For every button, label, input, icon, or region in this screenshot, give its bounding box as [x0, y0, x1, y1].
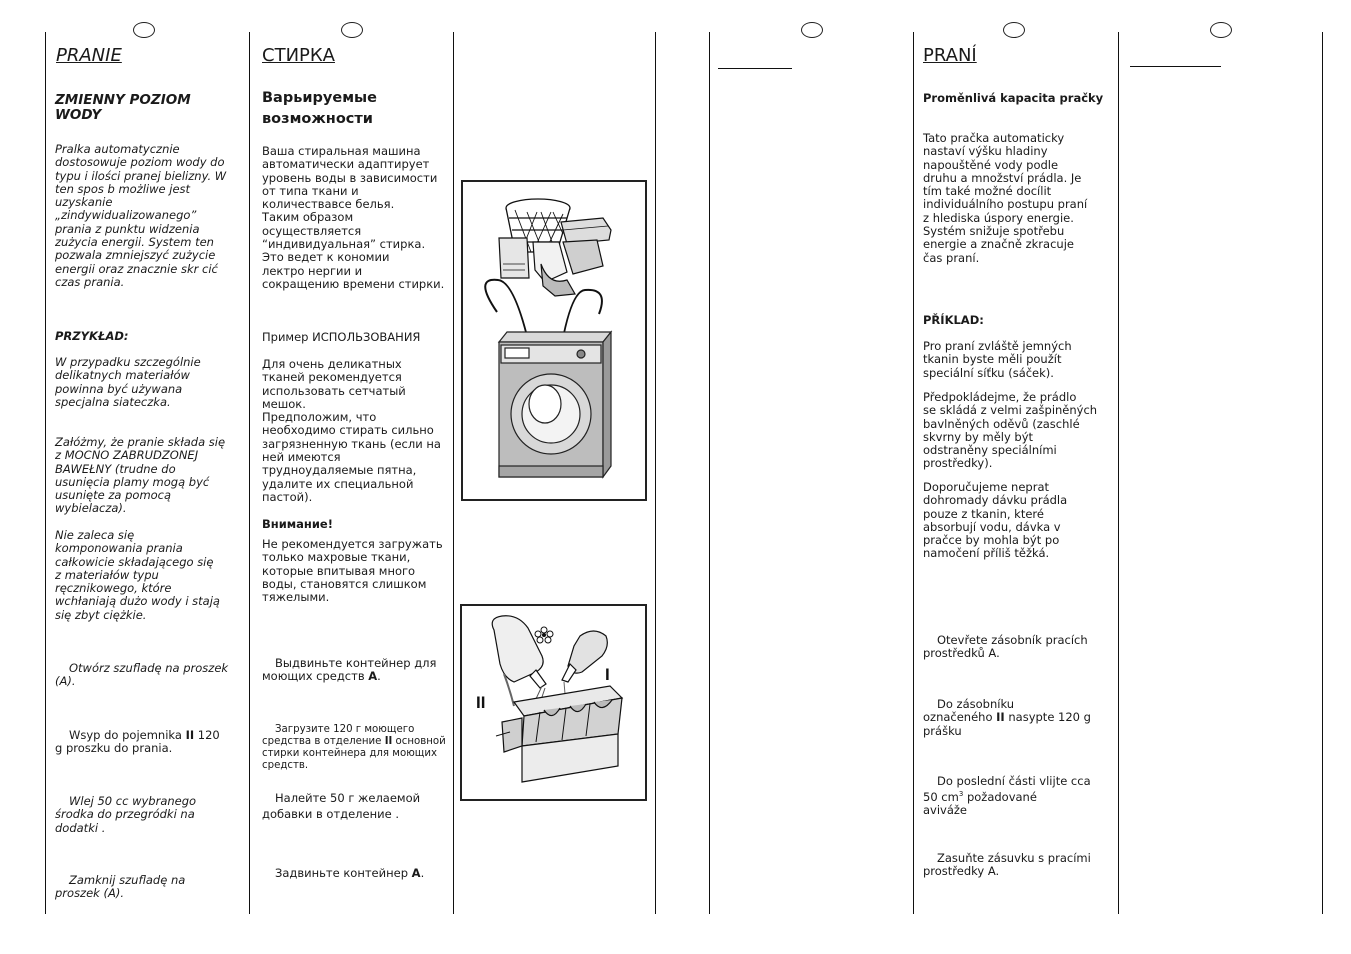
column-rule [655, 32, 656, 914]
language-flag-oval [133, 22, 155, 38]
intro-paragraph: Ваша стиральная машина автоматически адаптирует уровень воды в зависимости от типа ткани и количествавсе белья. Таким образом осуществляется “индивидуальная” стирка. Это ведет к кономии лектро нергии и сокращению времени стирки. [262, 144, 445, 291]
example-paragraph: Pro praní zvláště jemných tkanin byste měli použít speciální síťku (sáček). [923, 339, 1072, 380]
empty-heading-rule [1130, 66, 1221, 67]
step-text: Zasuňte zásuvku s pracími prostředky A. [923, 851, 1091, 879]
intro-paragraph: Pralka automatycznie dostosowuje poziom wody do typu i ilości pranej bielizny. W ten spos b możliwe jest uzyskanie „zindywidualizowanego” prania z punktu widzenia zużycia energii. System ten pozwala zmniejszyć zużycie energii oraz znacznie skr cić czas prania. [55, 142, 227, 289]
softener-flower-icon [535, 627, 553, 643]
section-subtitle: Proměnlivá kapacita pračky [923, 91, 1104, 105]
warning-heading: Внимание! [262, 517, 333, 531]
empty-heading-rule [718, 68, 792, 69]
example-heading: PŘÍKLAD: [923, 313, 984, 327]
laundry-machine-illustration [463, 182, 645, 499]
compartment-label-II: II [476, 693, 486, 712]
section-subtitle: ZMIENNY POZIOM WODY [55, 92, 191, 123]
step-text: Задвиньте контейнер A. [275, 866, 425, 880]
column-rule [709, 32, 710, 914]
warning-paragraph: Не рекомендуется загружать только махровые ткани, которые впитывая много воды, становятся слишком тяжелыми. [262, 537, 443, 605]
step-text: Загрузите 120 г моющего средства в отделение II основной стирки контейнера для моющих средств. [262, 724, 446, 771]
example-paragraph: Для очень деликатных тканей рекомендуется использовать сетчатый мешок. Предположим, что необходимо стирать сильно загрязненную ткань (если на ней имеются трудноудаляемые пятна, удалите их специальной пастой). [262, 357, 441, 504]
step-text: Do zásobníku označeného II nasypte 120 g prášku [923, 697, 1091, 738]
step-text: Otevřete zásobník pracích prostředků A. [923, 633, 1088, 661]
example-heading: PRZYKŁAD: [55, 329, 129, 343]
example-paragraph: Nie zaleca się komponowania prania całkowicie składającego się z materiałów typu ręcznikowego, które wchłaniają dużo wody i stają się zbyt ciężkie. [55, 528, 220, 622]
intro-paragraph: Tato pračka automaticky nastaví výšku hladiny napouštěné vody podle druhu a množství prádla. Je tím také možné docílit individuálního postupu praní z hlediska úspory energie. Systém snižuje spotřebu energie a značně zkracuje čas praní. [923, 131, 1088, 265]
example-heading: Пример ИСПОЛЬЗОВАНИЯ [262, 330, 421, 344]
step-text: Wlej 50 cc wybranego środka do przegródki na dodatki . [55, 794, 197, 835]
page-title: PRANÍ [923, 45, 977, 66]
step-text: Wsyp do pojemnika II 120 g proszku do prania. [55, 728, 220, 756]
example-paragraph: Załóżmy, że pranie składa się z MOCNO ZABRUDZONEJ BAWEŁNY (trudne do usunięcia plamy mogą być usunięte za pomocą wybielacza). [55, 435, 226, 516]
washing-machine-icon [499, 332, 611, 477]
figure-laundry-machine [461, 180, 647, 501]
column-rule [913, 32, 914, 914]
example-paragraph: Předpokládejme, že prádlo se skládá z velmi zašpiněných bavlněných oděvů (zaschlé skvrny by měly být odstraněny speciálními prostředky). [923, 390, 1098, 471]
language-flag-oval [1003, 22, 1025, 38]
column-rule [1118, 32, 1119, 914]
drawer-icon [496, 686, 622, 782]
page-title: PRANIE [56, 45, 122, 66]
page-title: СТИРКА [262, 45, 335, 66]
figure-detergent-drawer [460, 604, 647, 801]
column-rule [453, 32, 454, 914]
step-text: Выдвиньте контейнер для моющих средств A. [262, 656, 437, 684]
compartment-label-I: I [605, 665, 610, 684]
section-subtitle: Варьируемые возможности [262, 90, 378, 127]
column-rule [249, 32, 250, 914]
column-rule [1322, 32, 1323, 914]
step-text: Zamknij szufladę na proszek (A). [55, 873, 186, 901]
step-text: Do poslední části vlijte cca 50 $cm^3$ požadované aviváže [923, 774, 1091, 818]
example-paragraph: W przypadku szczególnie delikatnych materiałów powinna być używana specjalna siateczka. [55, 355, 201, 409]
step-text: Otwórz szufladę na proszek (A). [55, 661, 229, 689]
language-flag-oval [341, 22, 363, 38]
column-rule [45, 32, 46, 914]
clothing-pile-icon [499, 238, 603, 296]
detergent-drawer-illustration [462, 606, 645, 799]
language-flag-oval [801, 22, 823, 38]
language-flag-oval [1210, 22, 1232, 38]
example-paragraph: Doporučujeme neprat dohromady dávku prádla pouze z tkanin, které absorbují vodu, dávka v pračce by mohla být po namočení příliš těžká. [923, 480, 1068, 561]
step-text: Налейте 50 г желаемой добавки в отделение . [262, 791, 421, 821]
